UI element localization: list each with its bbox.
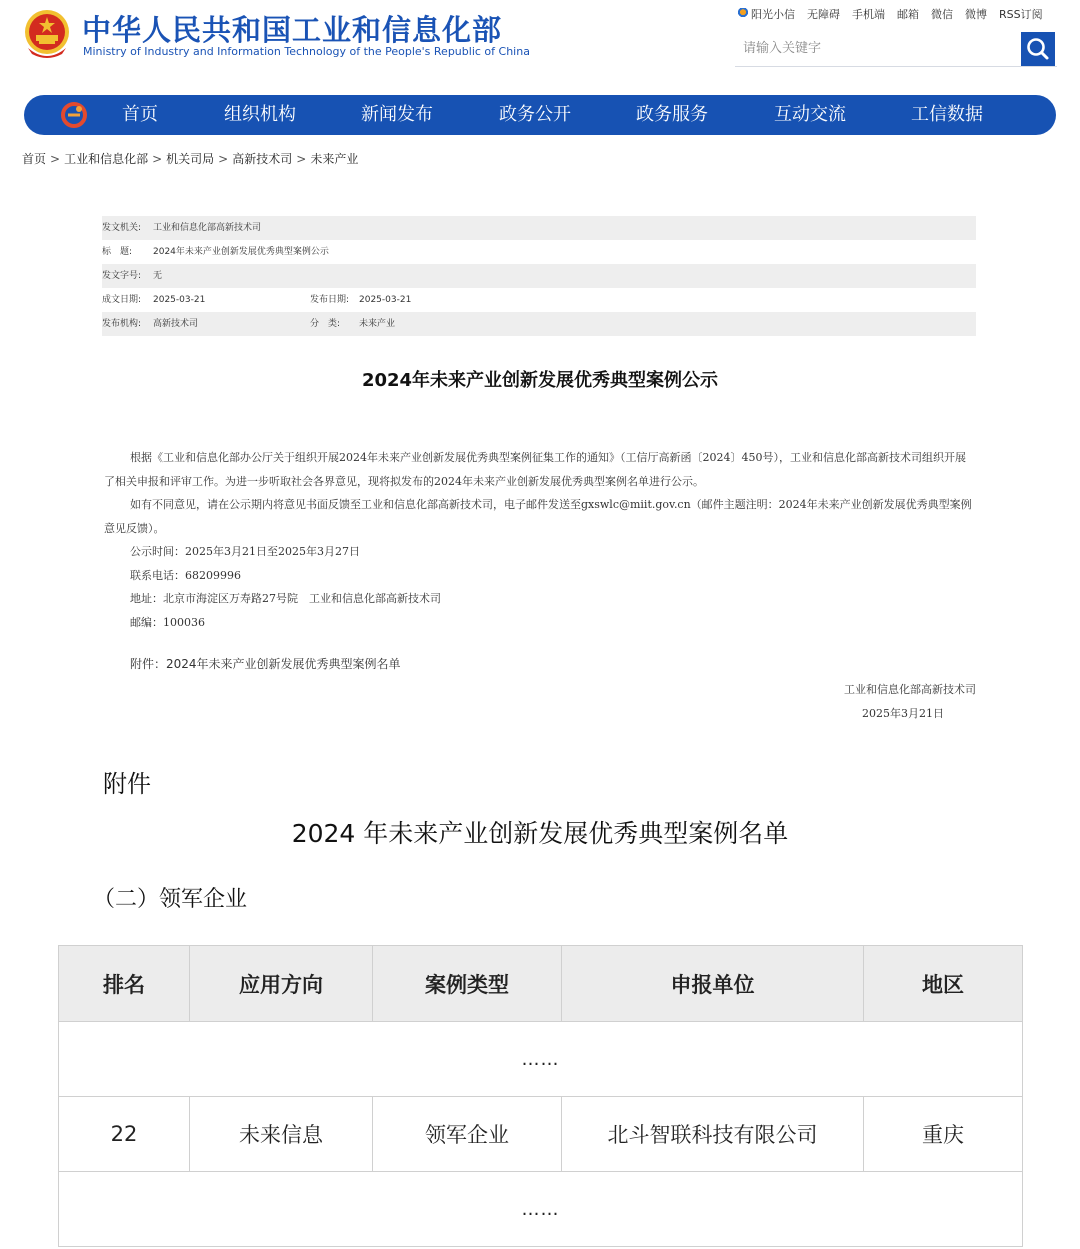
national-emblem-icon[interactable] bbox=[22, 8, 72, 60]
breadcrumb-separator: > bbox=[296, 152, 307, 166]
doc-paragraph-address: 地址：北京市海淀区万寿路27号院 工业和信息化部高新技术司 bbox=[130, 592, 441, 605]
doc-paragraph-intro: 根据《工业和信息化部办公厅关于组织开展2024年未来产业创新发展优秀典型案例征集工作的通知》（工信厅高新函〔2024〕450号），工业和信息化部高新技术司组织开展了相关申报和评审工作。为进一步听取社会各界意见，现将拟发布的2024年未来产业创新发展优秀典型案例名单进行公示。 bbox=[104, 451, 966, 488]
meta-row-agency bbox=[102, 312, 976, 336]
meta-issuer-value: 工业和信息化部高新技术司 bbox=[153, 223, 262, 233]
table-header-row bbox=[59, 946, 1023, 1022]
top-link-rss[interactable]: RSS订阅 bbox=[999, 8, 1043, 21]
top-link-mail[interactable]: 邮箱 bbox=[897, 8, 919, 21]
cell-rank: 22 bbox=[59, 1097, 190, 1172]
nav-news[interactable]: 新闻发布 bbox=[361, 104, 433, 125]
column-header-direction: 应用方向 bbox=[190, 946, 373, 1022]
table-row bbox=[59, 1097, 1023, 1172]
signature-block bbox=[844, 678, 976, 726]
search-input[interactable] bbox=[735, 30, 1017, 66]
meta-date-value: 2025-03-21 bbox=[153, 295, 206, 305]
list-title: 2024 年未来产业创新发展优秀典型案例名单 bbox=[291, 819, 789, 848]
meta-agency-label: 发布机构: bbox=[102, 319, 142, 329]
search-button[interactable] bbox=[1021, 32, 1055, 66]
category-heading: （二）领军企业 bbox=[93, 887, 248, 912]
meta-category-value: 未来产业 bbox=[359, 319, 396, 329]
doc-paragraph-phone: 联系电话：68209996 bbox=[130, 568, 241, 582]
case-list-table bbox=[58, 945, 1023, 1247]
doc-paragraph-postcode: 邮编：100036 bbox=[130, 615, 205, 629]
cell-type: 领军企业 bbox=[373, 1097, 562, 1172]
column-header-type: 案例类型 bbox=[373, 946, 562, 1022]
top-link-accessibility[interactable]: 无障碍 bbox=[807, 8, 840, 21]
top-link-wechat[interactable]: 微信 bbox=[931, 8, 953, 21]
meta-title-label: 标 题: bbox=[102, 247, 133, 257]
meta-pubdate-label: 发布日期: bbox=[310, 295, 350, 305]
cell-region: 重庆 bbox=[864, 1097, 1023, 1172]
breadcrumb-separator: > bbox=[50, 152, 61, 166]
breadcrumb-separator: > bbox=[152, 152, 163, 166]
breadcrumb-hightech-dept[interactable]: 高新技术司 bbox=[232, 152, 293, 166]
meta-issuer-label: 发文机关: bbox=[102, 223, 142, 233]
column-header-rank: 排名 bbox=[59, 946, 190, 1022]
nav-home[interactable]: 首页 bbox=[122, 104, 158, 125]
top-link-weibo[interactable]: 微博 bbox=[965, 8, 987, 21]
breadcrumb-ministry[interactable]: 工业和信息化部 bbox=[64, 152, 149, 166]
meta-pubdate-value: 2025-03-21 bbox=[359, 295, 412, 305]
sunshine-icon bbox=[738, 8, 748, 20]
search-icon bbox=[1021, 32, 1055, 66]
search-box bbox=[735, 30, 1057, 67]
document-meta-table bbox=[102, 216, 976, 336]
meta-category-label: 分 类: bbox=[310, 319, 341, 329]
meta-docno-label: 发文字号: bbox=[102, 271, 142, 281]
meta-docno-value: 无 bbox=[153, 271, 163, 281]
top-links bbox=[738, 5, 1058, 23]
miit-logo-icon[interactable] bbox=[60, 102, 88, 128]
breadcrumb-home[interactable]: 首页 bbox=[22, 152, 47, 166]
column-header-region: 地区 bbox=[864, 946, 1023, 1022]
table-row bbox=[59, 1172, 1023, 1247]
site-title[interactable]: 中华人民共和国工业和信息化部 bbox=[82, 13, 503, 47]
meta-row-docno bbox=[102, 264, 976, 288]
meta-title-value: 2024年未来产业创新发展优秀典型案例公示 bbox=[153, 247, 329, 257]
ellipsis-cell: …… bbox=[59, 1022, 1023, 1097]
attachment-link[interactable]: 附件：2024年未来产业创新发展优秀典型案例名单 bbox=[130, 657, 401, 671]
meta-row-dates bbox=[102, 288, 976, 312]
meta-row-title bbox=[102, 240, 976, 264]
attachment-heading: 附件 bbox=[103, 770, 151, 798]
nav-government-affairs[interactable]: 政务公开 bbox=[499, 104, 571, 125]
nav-organization[interactable]: 组织机构 bbox=[224, 104, 296, 125]
document-body bbox=[104, 446, 976, 634]
main-nav bbox=[24, 95, 1056, 135]
nav-data[interactable]: 工信数据 bbox=[911, 104, 983, 125]
meta-agency-value: 高新技术司 bbox=[153, 319, 199, 329]
top-link-sunshine[interactable]: 阳光小信 bbox=[738, 6, 795, 22]
top-link-mobile[interactable]: 手机端 bbox=[852, 8, 885, 21]
cell-direction: 未来信息 bbox=[190, 1097, 373, 1172]
breadcrumb bbox=[22, 150, 358, 167]
column-header-unit: 申报单位 bbox=[562, 946, 864, 1022]
doc-paragraph-feedback: 如有不同意见，请在公示期内将意见书面反馈至工业和信息化部高新技术司，电子邮件发送至gxswlc@miit.gov.cn（邮件主题注明：2024年未来产业创新发展优秀典型案例意见反馈）。 bbox=[104, 498, 972, 535]
site-subtitle: Ministry of Industry and Information Technology of the People's Republic of China bbox=[83, 45, 530, 58]
meta-date-label: 成文日期: bbox=[102, 295, 142, 305]
doc-paragraph-period: 公示时间：2025年3月21日至2025年3月27日 bbox=[130, 545, 360, 558]
site-header bbox=[0, 0, 1080, 90]
meta-row-issuer bbox=[102, 216, 976, 240]
cell-unit: 北斗智联科技有限公司 bbox=[562, 1097, 864, 1172]
signature-org: 工业和信息化部高新技术司 bbox=[844, 683, 976, 696]
nav-government-services[interactable]: 政务服务 bbox=[636, 104, 708, 125]
breadcrumb-separator: > bbox=[218, 152, 229, 166]
breadcrumb-departments[interactable]: 机关司局 bbox=[166, 152, 215, 166]
nav-interaction[interactable]: 互动交流 bbox=[774, 104, 846, 125]
signature-date: 2025年3月21日 bbox=[862, 707, 944, 720]
breadcrumb-future-industry[interactable]: 未来产业 bbox=[310, 152, 359, 166]
table-row bbox=[59, 1022, 1023, 1097]
document-title: 2024年未来产业创新发展优秀典型案例公示 bbox=[361, 370, 719, 391]
ellipsis-cell: …… bbox=[59, 1172, 1023, 1247]
